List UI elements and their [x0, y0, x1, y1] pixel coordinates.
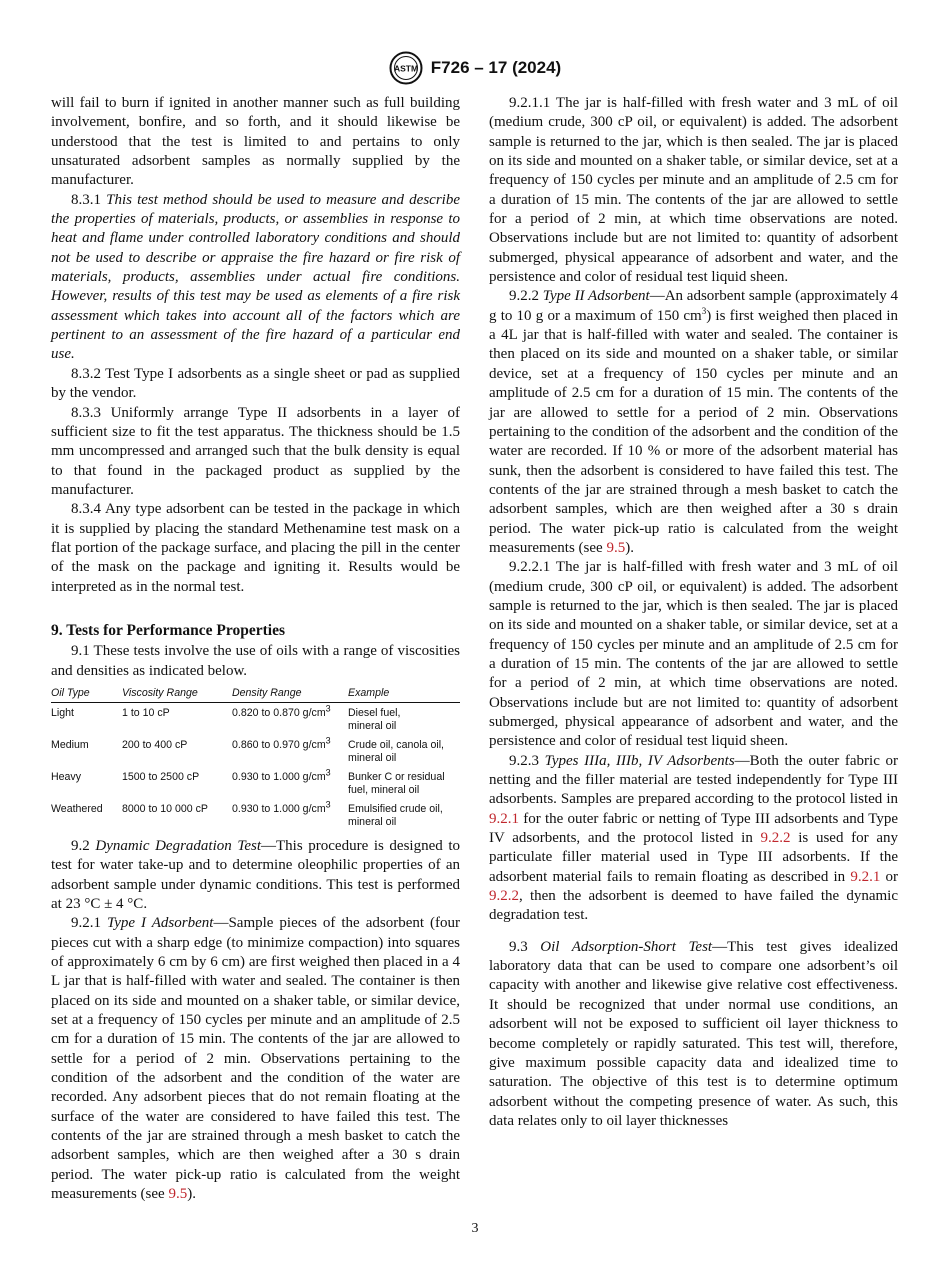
table-header-cell: Viscosity Range — [122, 685, 232, 703]
section-heading-9: 9. Tests for Performance Properties — [51, 621, 286, 639]
left-column — [51, 94, 460, 1205]
section-reference-link[interactable]: 9.2.2 — [760, 830, 791, 847]
paragraph-9-2-2-1: 9.2.2.1 The jar is half-filled with fresh water and 3 mL of oil (medium crude, 300 cP oil, or equivalent) is added. The adsorbent sample is returned to the jar, which is then sealed. The jar is placed on its side and mounted on a shaker table, or similar device, set at a frequency of 150 cycles per minute and an amplitude of 2.5 cm for a duration of 15 min. The contents of the jar are allowed to settle for a period of 2 min, at which time observations are noted. Observations include but are not limited to: quantity of adsorbent submerged, physical appearance of adsorbent and water, and the persistence and color of residual test liquid sheen. — [489, 559, 898, 750]
paragraph-8-3-2: 8.3.2 Test Type I adsorbents as a single sheet or pad as supplied by the vendor. — [51, 365, 460, 402]
page-header — [0, 50, 950, 86]
table-header-cell: Density Range — [232, 685, 348, 703]
page-number: 3 — [471, 1221, 479, 1236]
paragraph-9-2-1-1: 9.2.1.1 The jar is half-filled with fresh water and 3 mL of oil (medium crude, 300 cP oil, or equivalent) is added. The adsorbent sample is returned to the jar, which is then sealed. The jar is placed on its side and mounted on a shaker table, or similar device, set at a frequency of 150 cycles per minute and an amplitude of 2.5 cm for a duration of 15 min. The contents of the jar are allowed to settle for a period of 2 min, at which time observations are noted. Observations include but are not limited to: quantity of adsorbent submerged, physical appearance of adsorbent and water, and the persistence and color of residual test liquid sheen. — [489, 95, 898, 286]
table-header-cell: Example — [348, 685, 460, 703]
paragraph-9-2: 9.2 Dynamic Degradation Test—This procedure is designed to test for water take-up and to determine oleophilic properties of an adsorbent sample under dynamic conditions. This test is performed at 23 °C ± 4 °C. — [51, 837, 461, 912]
table-row: Heavy 1500 to 2500 cP 0.930 to 1.000 $g/cm^3$ Bunker C or residual fuel, mineral oil — [51, 767, 445, 796]
section-reference-link[interactable]: 9.5 — [168, 1186, 188, 1203]
oil-properties-table — [51, 685, 460, 831]
paragraph-9-3: 9.3 Oil Adsorption-Short Test—This test gives idealized laboratory data that can be used to compare one adsorbent’s oil capacity with another and likewise give relative cost effectiveness. It should be recognized that under normal use conditions, an adsorbent will not be exposed to sufficient oil layer thickness to become completely or rapidly saturated. This test will, therefore, give maximum possible capacity data and idealized time to saturation. The objective of this test is to determine optimum adsorbent without the competing presence of water. As such, this data relates only to oil layer thicknesses — [489, 938, 898, 1129]
table-header-row — [51, 685, 460, 703]
paragraph-9-2-1: 9.2.1 Type I Adsorbent—Sample pieces of the adsorbent (four pieces cut with a sharp edge (to minimize compaction) into squares of approximately 6 cm by 6 cm) are first weighed then placed in a 4 L jar that is half-filled with water and sealed. The container is then placed on its side and mounted on a shaker table, or similar device, set at a frequency of 150 cycles per minute and an amplitude of 2.5 cm for a duration of 15 min. The contents of the jar are allowed to settle for a period of 2 min. Observations pertaining to the condition of the adsorbent and the condition of the water are recorded. Any adsorbent pieces that do not remain floating at the surface of the water are considered to have failed this test. The contents of the jar are strained through a mesh basket to catch the adsorbent samples, which are then weighed after a 30 s drain period. The water pick-up ratio is calculated from the weight measurements (see 9.5). — [51, 915, 461, 1203]
section-reference-link[interactable]: 9.2.2 — [489, 888, 519, 905]
paragraph-8-3-1: 8.3.1 This test method should be used to measure and describe the properties of materials, products, or assemblies in response to heat and flame under controlled laboratory conditions and should not be used to describe or appraise the fire hazard or fire risk of materials, products, assemblies under actual fire conditions. However, results of this test may be used as elements of a fire risk assessment which takes into account all of the factors which are pertinent to an assessment of the fire hazard of a particular end use. — [51, 191, 460, 363]
paragraph-8-3-4: 8.3.4 Any type adsorbent can be tested in the package in which it is supplied by placing the standard Methenamine test mask on a flat portion of the package surface, and placing the pill in the center of the mask on the package and igniting it. Results would be interpreted as in the normal test. — [51, 501, 460, 595]
right-column — [489, 94, 898, 1131]
paragraph-8-3-3: 8.3.3 Uniformly arrange Type II adsorbents in a layer of sufficient size to fit the test apparatus. The thickness should be 1.5 mm uncompressed and arranged such that the bulk density is equal to that found in the packaged product as supplied by the manufacturer. — [51, 404, 460, 498]
paragraph-continued: will fail to burn if ignited in another manner such as full building involvement, bonfire, and so forth, and it should likewise be understood that the test is limited to and pertains to only unsaturated adsorbent samples as normally supplied by the manufacturer. — [51, 95, 460, 189]
astm-logo-icon — [389, 51, 423, 85]
document-id: F726 – 17 (2024) — [430, 58, 562, 77]
paragraph-9-2-3: 9.2.3 Types IIIa, IIIb, IV Adsorbents—Both the outer fabric or netting and the filler material are tested independently for Type III adsorbents. Samples are prepared according to the protocol listed in 9.2.1 for the outer fabric or netting of Type III adsorbents and Type IV adsorbents, and the protocol listed in 9.2.2 is used for any particulate filler material used in Type III adsorbents. If the adsorbent material fails to remain floating as described in 9.2.1 or 9.2.2, then the adsorbent is deemed to have failed the dynamic degradation test. — [489, 752, 899, 924]
table-row: Light 1 to 10 cP 0.820 to 0.870 $g/cm^3$ Diesel fuel, mineral oil — [51, 703, 401, 732]
section-reference-link[interactable]: 9.2.1 — [850, 868, 881, 885]
table-row: Medium 200 to 400 cP 0.860 to 0.970 $g/cm^3$ Crude oil, canola oil, mineral oil — [51, 735, 444, 764]
paragraph-9-2-2: 9.2.2 Type II Adsorbent—An adsorbent sample (approximately 4 g to 10 g or a maximum of 150 $cm^3$) is first weighed then placed in a 4L jar that is half-filled with water and sealed. The container is then placed on its side and mounted on a shaker table, or similar device, set at a frequency of 150 cycles per minute and an amplitude of 2.5 cm for a duration of 15 min. The contents of the jar are allowed to settle for a period of 2 min. Observations pertaining to the condition of the adsorbent and the condition of the water are recorded. If 10 % or more of the adsorbent material has sunk, then the adsorbent is considered to have failed this test. The contents of the jar are strained through a mesh basket to catch the adsorbent samples, which are then weighed after a 30 s drain period. The water pick-up ratio is calculated from the weight measurements (see 9.5). — [489, 288, 898, 556]
paragraph-9-1: 9.1 These tests involve the use of oils with a range of viscosities and densities as indicated below. — [51, 643, 460, 679]
table-header-cell: Oil Type — [51, 685, 122, 703]
section-reference-link[interactable]: 9.2.1 — [489, 810, 519, 827]
section-reference-link[interactable]: 9.5 — [606, 539, 626, 556]
table-row: Weathered 8000 to 10 000 cP 0.930 to 1.000 $g/cm^3$ Emulsified crude oil, mineral oil — [51, 799, 443, 828]
logo-text: ASTM — [393, 63, 418, 74]
